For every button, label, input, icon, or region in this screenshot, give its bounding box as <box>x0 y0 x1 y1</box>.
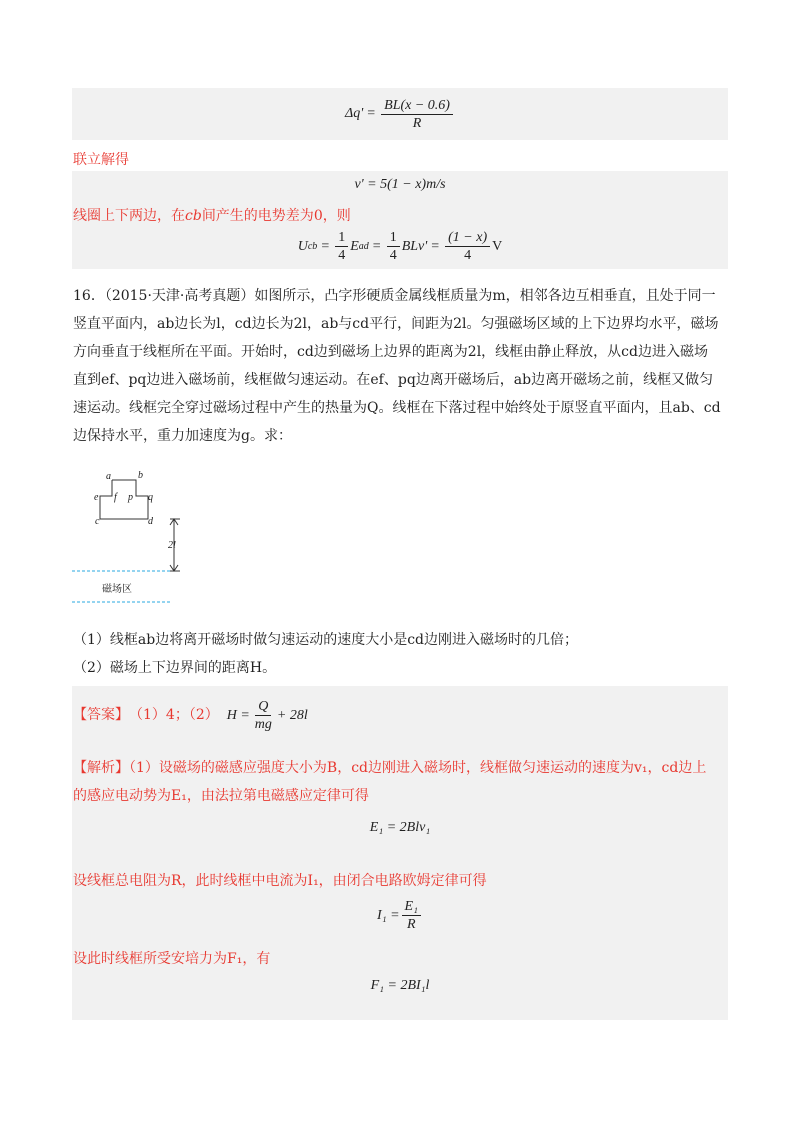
analysis-text-3: 设线框总电阻为R，此时线框中电流为I₁，由闭合电路欧姆定律可得 <box>73 873 487 889</box>
fraction: $\frac{BL(x - 0.6)}{R}$ <box>381 97 453 132</box>
equation-i1: I₁ = $\frac{\text{E₁}}{R}$ <box>72 898 728 933</box>
label-f: f <box>114 492 117 503</box>
solution-block-2 <box>72 171 728 269</box>
equation-lhs: Δq' <box>345 106 364 121</box>
problem-16: 16．（2015·天津·高考真题）如图所示，凸字形硬质金属线框质量为m，相邻各边互相垂直，且处于同一 竖直平面内，ab边长为l，cd边长为2l，ab与cd平行，间距为2l。匀强磁场区域的上下边界均水平，磁场 方向垂直于线框所在平面。开始时，cd边到磁场上边界的距离为2l，线框由静止释放，从cd边进入磁场 直到ef、pq边进入磁场前，线框做匀速运动。在ef、pq边离开磁场后，ab边离开磁场之前，线框又做匀 速运动。线框完全穿过磁场过程中产生的热量为Q。线框在下落过程中始终处于原竖直平面内，且ab、cd 边保持水平，重力加速度为g。求： <box>73 288 721 444</box>
questions <box>73 626 578 682</box>
analysis-text-1: 【解析】（1）设磁场的磁感应强度大小为B，cd边刚进入磁场时，线框做匀速运动的速度为v₁，cd边上 的感应电动势为E₁，由法拉第电磁感应定律可得 <box>73 760 707 804</box>
magnetic-region-label: 磁场区 <box>102 584 132 595</box>
label-c: c <box>95 516 100 527</box>
solution-block-1 <box>72 88 728 140</box>
equation-velocity: v' = 5(1 − x)m/s <box>354 177 446 192</box>
label-b: b <box>138 470 143 481</box>
label-q: q <box>148 492 153 503</box>
question-1: （1）线框ab边将离开磁场时做匀速运动的速度大小是cd边刚进入磁场时的几倍； <box>73 632 579 648</box>
equation-e1: E₁ = 2Blv₁ <box>369 820 431 835</box>
equation-delta-q: Δq' = $\frac{BL(x - 0.6)}{R}$ <box>72 88 728 140</box>
label-distance: 2l <box>168 540 176 551</box>
answer-tag: 【答案】 <box>73 706 129 723</box>
label-p: p <box>128 492 133 503</box>
equation-ucb: U cb = $\frac{1}{4}$ E ad = $\frac{1}{4}$ BLv' = $\frac{(1 - x)}{4}$ V <box>297 230 503 263</box>
problem-number: 16． <box>73 288 105 304</box>
label-e: e <box>94 492 99 503</box>
text-joint-solve: 联立解得 <box>73 152 129 168</box>
label-d: d <box>148 516 153 527</box>
equation-f1: F₁ = 2BI₁l <box>370 978 430 993</box>
answer-line: 【答案】 （1）4；（2） H = $\frac{Q}{mg}$ + 28l <box>73 698 308 732</box>
analysis-tag: 【解析】 <box>73 760 129 776</box>
wire-frame-figure <box>70 466 190 608</box>
analysis-text-4: 设此时线框所受安培力为F₁，有 <box>73 951 271 967</box>
answer-block <box>72 686 728 1020</box>
label-a: a <box>106 471 111 482</box>
question-2: （2）磁场上下边界间的距离H。 <box>73 660 277 676</box>
problem-source: （2015·天津·高考真题） <box>104 288 255 304</box>
text-potential-difference: 线圈上下两边，在cb间产生的电势差为0，则 <box>73 208 351 224</box>
